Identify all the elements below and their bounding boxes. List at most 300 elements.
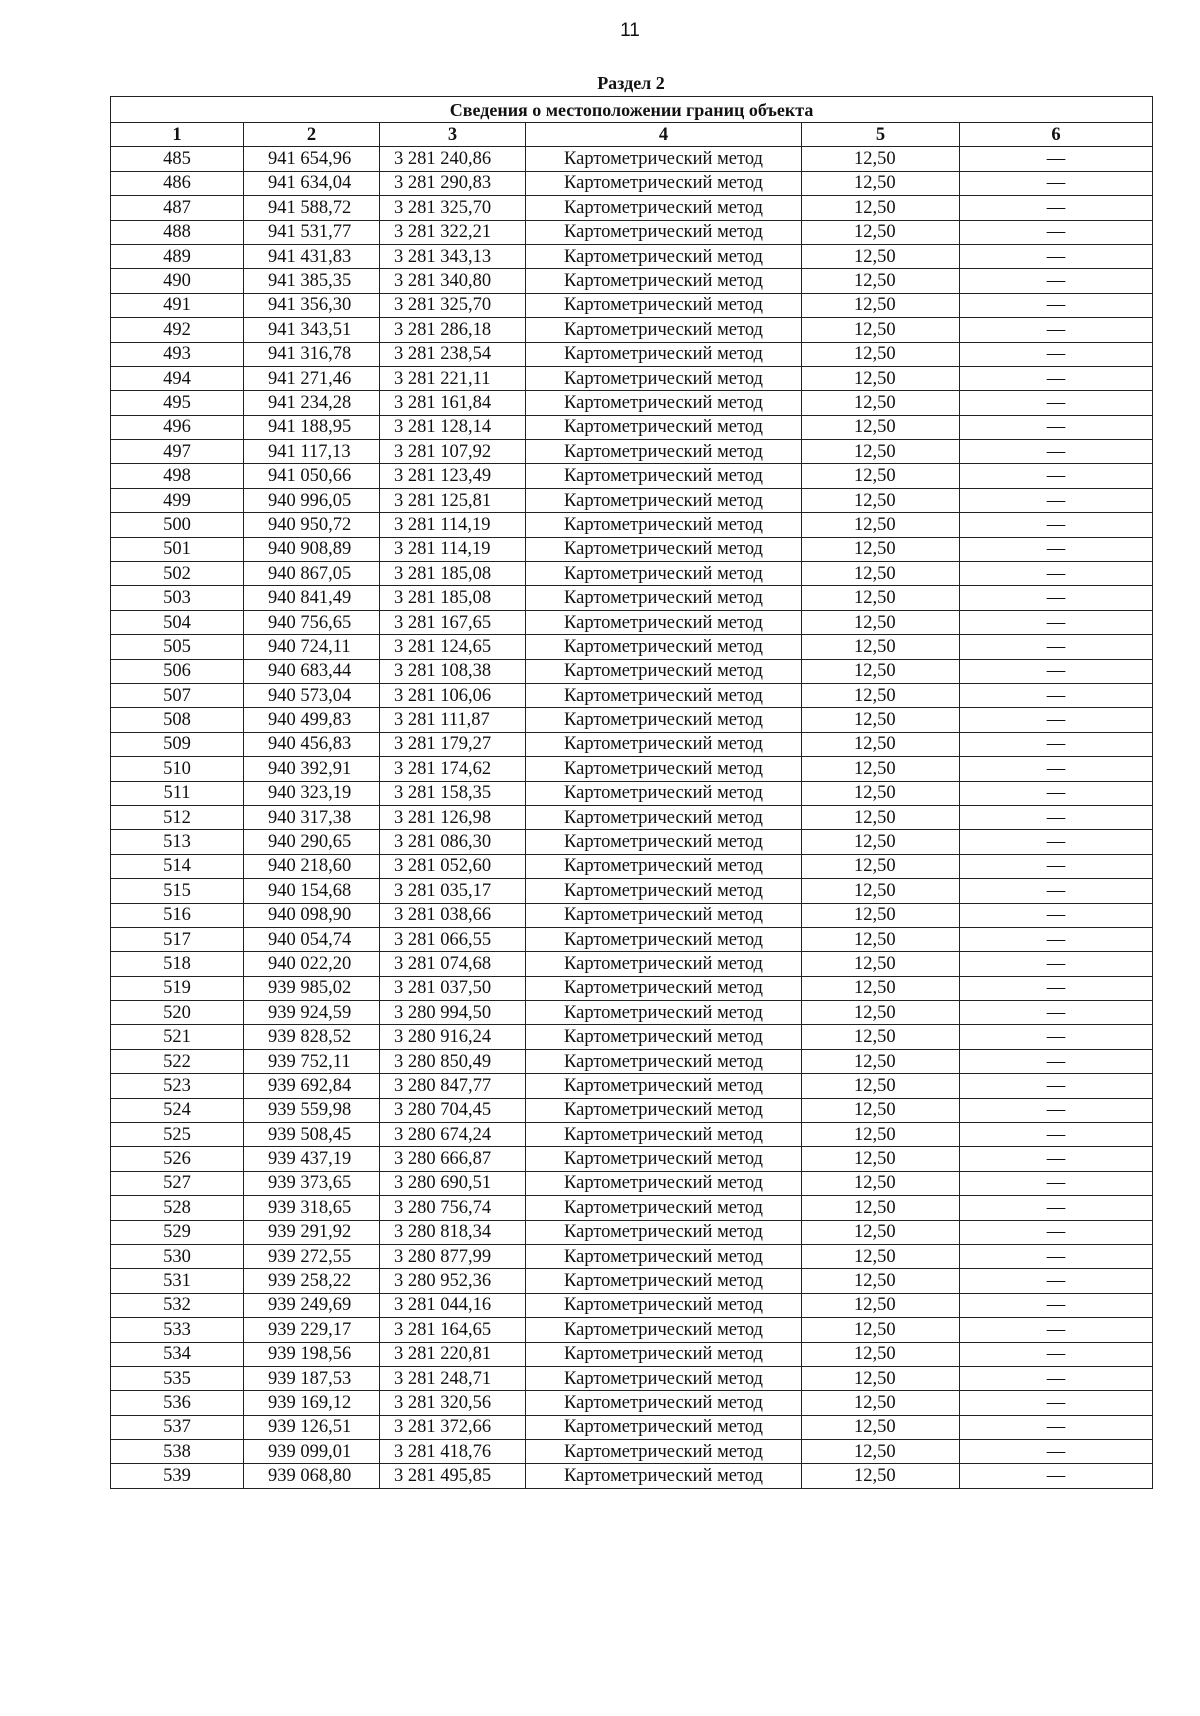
- description-cell: —: [960, 562, 1153, 586]
- x-coordinate-cell: 939 752,11: [244, 1049, 380, 1073]
- y-coordinate-cell: 3 280 690,51: [380, 1171, 526, 1195]
- description-cell: —: [960, 318, 1153, 342]
- accuracy-cell: 12,50: [802, 366, 960, 390]
- accuracy-cell: 12,50: [802, 1318, 960, 1342]
- table-row: [111, 1171, 1153, 1195]
- table-row: [111, 879, 1153, 903]
- point-number-cell: 519: [111, 976, 244, 1000]
- point-number-cell: 516: [111, 903, 244, 927]
- x-coordinate-cell: 940 573,04: [244, 683, 380, 707]
- accuracy-cell: 12,50: [802, 1196, 960, 1220]
- accuracy-cell: 12,50: [802, 635, 960, 659]
- method-cell: Картометрический метод: [526, 342, 802, 366]
- table-row: [111, 366, 1153, 390]
- point-number-cell: 533: [111, 1318, 244, 1342]
- description-cell: —: [960, 269, 1153, 293]
- point-number-cell: 523: [111, 1074, 244, 1098]
- y-coordinate-cell: 3 281 322,21: [380, 220, 526, 244]
- accuracy-cell: 12,50: [802, 1440, 960, 1464]
- x-coordinate-cell: 940 218,60: [244, 854, 380, 878]
- point-number-cell: 505: [111, 635, 244, 659]
- x-coordinate-cell: 939 249,69: [244, 1293, 380, 1317]
- table-row: [111, 1391, 1153, 1415]
- accuracy-cell: 12,50: [802, 1293, 960, 1317]
- point-number-cell: 487: [111, 196, 244, 220]
- table-row: [111, 293, 1153, 317]
- point-number-cell: 520: [111, 1001, 244, 1025]
- point-number-cell: 528: [111, 1196, 244, 1220]
- accuracy-cell: 12,50: [802, 562, 960, 586]
- accuracy-cell: 12,50: [802, 903, 960, 927]
- table-row: [111, 952, 1153, 976]
- table-row: [111, 708, 1153, 732]
- y-coordinate-cell: 3 281 174,62: [380, 757, 526, 781]
- y-coordinate-cell: 3 280 850,49: [380, 1049, 526, 1073]
- table-row: [111, 1342, 1153, 1366]
- point-number-cell: 497: [111, 440, 244, 464]
- accuracy-cell: 12,50: [802, 171, 960, 195]
- method-cell: Картометрический метод: [526, 1074, 802, 1098]
- y-coordinate-cell: 3 281 066,55: [380, 927, 526, 951]
- point-number-cell: 503: [111, 586, 244, 610]
- description-cell: —: [960, 1171, 1153, 1195]
- x-coordinate-cell: 941 050,66: [244, 464, 380, 488]
- x-coordinate-cell: 940 683,44: [244, 659, 380, 683]
- point-number-cell: 538: [111, 1440, 244, 1464]
- table-row: [111, 1220, 1153, 1244]
- method-cell: Картометрический метод: [526, 537, 802, 561]
- description-cell: —: [960, 732, 1153, 756]
- y-coordinate-cell: 3 281 126,98: [380, 805, 526, 829]
- x-coordinate-cell: 939 272,55: [244, 1244, 380, 1268]
- x-coordinate-cell: 939 985,02: [244, 976, 380, 1000]
- point-number-cell: 485: [111, 147, 244, 171]
- x-coordinate-cell: 939 924,59: [244, 1001, 380, 1025]
- description-cell: —: [960, 366, 1153, 390]
- section-title: Раздел 2: [597, 73, 665, 93]
- method-cell: Картометрический метод: [526, 732, 802, 756]
- x-coordinate-cell: 939 187,53: [244, 1366, 380, 1390]
- x-coordinate-cell: 939 198,56: [244, 1342, 380, 1366]
- description-cell: —: [960, 1391, 1153, 1415]
- method-cell: Картометрический метод: [526, 952, 802, 976]
- accuracy-cell: 12,50: [802, 927, 960, 951]
- accuracy-cell: 12,50: [802, 318, 960, 342]
- accuracy-cell: 12,50: [802, 879, 960, 903]
- accuracy-cell: 12,50: [802, 196, 960, 220]
- accuracy-cell: 12,50: [802, 1049, 960, 1073]
- point-number-cell: 525: [111, 1123, 244, 1147]
- accuracy-cell: 12,50: [802, 440, 960, 464]
- point-number-cell: 527: [111, 1171, 244, 1195]
- point-number-cell: 532: [111, 1293, 244, 1317]
- x-coordinate-cell: 941 188,95: [244, 415, 380, 439]
- accuracy-cell: 12,50: [802, 1025, 960, 1049]
- accuracy-cell: 12,50: [802, 1342, 960, 1366]
- method-cell: Картометрический метод: [526, 805, 802, 829]
- method-cell: Картометрический метод: [526, 464, 802, 488]
- column-header-2: 2: [244, 123, 380, 147]
- table-body: [111, 147, 1153, 1488]
- description-cell: —: [960, 1147, 1153, 1171]
- table-row: [111, 805, 1153, 829]
- accuracy-cell: 12,50: [802, 610, 960, 634]
- point-number-cell: 517: [111, 927, 244, 951]
- x-coordinate-cell: 941 431,83: [244, 244, 380, 268]
- x-coordinate-cell: 940 867,05: [244, 562, 380, 586]
- accuracy-cell: 12,50: [802, 1244, 960, 1268]
- description-cell: —: [960, 781, 1153, 805]
- point-number-cell: 510: [111, 757, 244, 781]
- description-cell: —: [960, 415, 1153, 439]
- accuracy-cell: 12,50: [802, 683, 960, 707]
- description-cell: —: [960, 586, 1153, 610]
- x-coordinate-cell: 940 022,20: [244, 952, 380, 976]
- accuracy-cell: 12,50: [802, 147, 960, 171]
- method-cell: Картометрический метод: [526, 781, 802, 805]
- description-cell: —: [960, 488, 1153, 512]
- accuracy-cell: 12,50: [802, 1366, 960, 1390]
- y-coordinate-cell: 3 281 221,11: [380, 366, 526, 390]
- accuracy-cell: 12,50: [802, 464, 960, 488]
- description-cell: —: [960, 610, 1153, 634]
- description-cell: —: [960, 293, 1153, 317]
- accuracy-cell: 12,50: [802, 513, 960, 537]
- x-coordinate-cell: 939 229,17: [244, 1318, 380, 1342]
- x-coordinate-cell: 939 068,80: [244, 1464, 380, 1488]
- y-coordinate-cell: 3 281 123,49: [380, 464, 526, 488]
- caption-row: [111, 97, 1153, 123]
- table-row: [111, 757, 1153, 781]
- description-cell: —: [960, 708, 1153, 732]
- accuracy-cell: 12,50: [802, 1147, 960, 1171]
- method-cell: Картометрический метод: [526, 903, 802, 927]
- accuracy-cell: 12,50: [802, 1123, 960, 1147]
- x-coordinate-cell: 939 437,19: [244, 1147, 380, 1171]
- x-coordinate-cell: 941 117,13: [244, 440, 380, 464]
- method-cell: Картометрический метод: [526, 269, 802, 293]
- point-number-cell: 508: [111, 708, 244, 732]
- table-row: [111, 683, 1153, 707]
- description-cell: —: [960, 391, 1153, 415]
- accuracy-cell: 12,50: [802, 1391, 960, 1415]
- point-number-cell: 496: [111, 415, 244, 439]
- accuracy-cell: 12,50: [802, 1074, 960, 1098]
- point-number-cell: 518: [111, 952, 244, 976]
- column-header-5: 5: [802, 123, 960, 147]
- point-number-cell: 494: [111, 366, 244, 390]
- accuracy-cell: 12,50: [802, 830, 960, 854]
- y-coordinate-cell: 3 281 128,14: [380, 415, 526, 439]
- point-number-cell: 537: [111, 1415, 244, 1439]
- description-cell: —: [960, 830, 1153, 854]
- description-cell: —: [960, 879, 1153, 903]
- method-cell: Картометрический метод: [526, 1415, 802, 1439]
- x-coordinate-cell: 940 756,65: [244, 610, 380, 634]
- point-number-cell: 515: [111, 879, 244, 903]
- x-coordinate-cell: 941 356,30: [244, 293, 380, 317]
- x-coordinate-cell: 941 531,77: [244, 220, 380, 244]
- description-cell: —: [960, 976, 1153, 1000]
- method-cell: Картометрический метод: [526, 708, 802, 732]
- point-number-cell: 534: [111, 1342, 244, 1366]
- description-cell: —: [960, 805, 1153, 829]
- method-cell: Картометрический метод: [526, 293, 802, 317]
- accuracy-cell: 12,50: [802, 854, 960, 878]
- point-number-cell: 531: [111, 1269, 244, 1293]
- y-coordinate-cell: 3 281 125,81: [380, 488, 526, 512]
- method-cell: Картометрический метод: [526, 196, 802, 220]
- accuracy-cell: 12,50: [802, 1001, 960, 1025]
- method-cell: Картометрический метод: [526, 1342, 802, 1366]
- method-cell: Картометрический метод: [526, 610, 802, 634]
- accuracy-cell: 12,50: [802, 732, 960, 756]
- table-row: [111, 1123, 1153, 1147]
- table-row: [111, 1415, 1153, 1439]
- description-cell: —: [960, 171, 1153, 195]
- y-coordinate-cell: 3 280 952,36: [380, 1269, 526, 1293]
- point-number-cell: 495: [111, 391, 244, 415]
- accuracy-cell: 12,50: [802, 220, 960, 244]
- accuracy-cell: 12,50: [802, 1269, 960, 1293]
- description-cell: —: [960, 1415, 1153, 1439]
- point-number-cell: 509: [111, 732, 244, 756]
- accuracy-cell: 12,50: [802, 342, 960, 366]
- y-coordinate-cell: 3 281 052,60: [380, 854, 526, 878]
- description-cell: —: [960, 1440, 1153, 1464]
- description-cell: —: [960, 1074, 1153, 1098]
- y-coordinate-cell: 3 281 037,50: [380, 976, 526, 1000]
- method-cell: Картометрический метод: [526, 440, 802, 464]
- method-cell: Картометрический метод: [526, 366, 802, 390]
- method-cell: Картометрический метод: [526, 683, 802, 707]
- description-cell: —: [960, 1318, 1153, 1342]
- description-cell: —: [960, 903, 1153, 927]
- x-coordinate-cell: 939 373,65: [244, 1171, 380, 1195]
- x-coordinate-cell: 941 234,28: [244, 391, 380, 415]
- method-cell: Картометрический метод: [526, 488, 802, 512]
- point-number-cell: 506: [111, 659, 244, 683]
- column-header-row: [111, 123, 1153, 147]
- column-header-3: 3: [380, 123, 526, 147]
- point-number-cell: 513: [111, 830, 244, 854]
- point-number-cell: 501: [111, 537, 244, 561]
- boundary-coordinates-table: [110, 96, 1153, 1489]
- y-coordinate-cell: 3 281 238,54: [380, 342, 526, 366]
- y-coordinate-cell: 3 281 179,27: [380, 732, 526, 756]
- y-coordinate-cell: 3 281 161,84: [380, 391, 526, 415]
- method-cell: Картометрический метод: [526, 1440, 802, 1464]
- table-row: [111, 927, 1153, 951]
- accuracy-cell: 12,50: [802, 488, 960, 512]
- description-cell: —: [960, 440, 1153, 464]
- table-row: [111, 391, 1153, 415]
- x-coordinate-cell: 941 385,35: [244, 269, 380, 293]
- table-row: [111, 1196, 1153, 1220]
- y-coordinate-cell: 3 281 108,38: [380, 659, 526, 683]
- method-cell: Картометрический метод: [526, 1391, 802, 1415]
- method-cell: Картометрический метод: [526, 1001, 802, 1025]
- table-row: [111, 732, 1153, 756]
- method-cell: Картометрический метод: [526, 1269, 802, 1293]
- y-coordinate-cell: 3 281 418,76: [380, 1440, 526, 1464]
- description-cell: —: [960, 1244, 1153, 1268]
- y-coordinate-cell: 3 280 674,24: [380, 1123, 526, 1147]
- point-number-cell: 498: [111, 464, 244, 488]
- accuracy-cell: 12,50: [802, 708, 960, 732]
- description-cell: —: [960, 854, 1153, 878]
- table-row: [111, 244, 1153, 268]
- accuracy-cell: 12,50: [802, 1415, 960, 1439]
- method-cell: Картометрический метод: [526, 659, 802, 683]
- method-cell: Картометрический метод: [526, 1318, 802, 1342]
- point-number-cell: 500: [111, 513, 244, 537]
- y-coordinate-cell: 3 281 325,70: [380, 196, 526, 220]
- method-cell: Картометрический метод: [526, 879, 802, 903]
- point-number-cell: 511: [111, 781, 244, 805]
- x-coordinate-cell: 940 323,19: [244, 781, 380, 805]
- table-row: [111, 1269, 1153, 1293]
- description-cell: —: [960, 1464, 1153, 1488]
- point-number-cell: 491: [111, 293, 244, 317]
- y-coordinate-cell: 3 281 164,65: [380, 1318, 526, 1342]
- y-coordinate-cell: 3 281 124,65: [380, 635, 526, 659]
- point-number-cell: 507: [111, 683, 244, 707]
- point-number-cell: 492: [111, 318, 244, 342]
- description-cell: —: [960, 147, 1153, 171]
- method-cell: Картометрический метод: [526, 1171, 802, 1195]
- table-caption: Сведения о местоположении границ объекта: [111, 97, 1153, 123]
- y-coordinate-cell: 3 281 074,68: [380, 952, 526, 976]
- method-cell: Картометрический метод: [526, 562, 802, 586]
- description-cell: —: [960, 1342, 1153, 1366]
- method-cell: Картометрический метод: [526, 1147, 802, 1171]
- table-row: [111, 830, 1153, 854]
- table-row: [111, 513, 1153, 537]
- y-coordinate-cell: 3 281 185,08: [380, 562, 526, 586]
- y-coordinate-cell: 3 281 290,83: [380, 171, 526, 195]
- point-number-cell: 488: [111, 220, 244, 244]
- y-coordinate-cell: 3 281 158,35: [380, 781, 526, 805]
- table-row: [111, 440, 1153, 464]
- method-cell: Картометрический метод: [526, 171, 802, 195]
- y-coordinate-cell: 3 281 185,08: [380, 586, 526, 610]
- accuracy-cell: 12,50: [802, 1464, 960, 1488]
- table-row: [111, 976, 1153, 1000]
- method-cell: Картометрический метод: [526, 244, 802, 268]
- x-coordinate-cell: 941 654,96: [244, 147, 380, 171]
- y-coordinate-cell: 3 281 220,81: [380, 1342, 526, 1366]
- y-coordinate-cell: 3 280 704,45: [380, 1098, 526, 1122]
- y-coordinate-cell: 3 281 086,30: [380, 830, 526, 854]
- y-coordinate-cell: 3 281 038,66: [380, 903, 526, 927]
- x-coordinate-cell: 940 054,74: [244, 927, 380, 951]
- table-row: [111, 171, 1153, 195]
- method-cell: Картометрический метод: [526, 220, 802, 244]
- point-number-cell: 493: [111, 342, 244, 366]
- x-coordinate-cell: 939 169,12: [244, 1391, 380, 1415]
- method-cell: Картометрический метод: [526, 1464, 802, 1488]
- table-row: [111, 1440, 1153, 1464]
- description-cell: —: [960, 683, 1153, 707]
- description-cell: —: [960, 659, 1153, 683]
- table-row: [111, 464, 1153, 488]
- method-cell: Картометрический метод: [526, 513, 802, 537]
- table-row: [111, 537, 1153, 561]
- table-row: [111, 659, 1153, 683]
- y-coordinate-cell: 3 281 340,80: [380, 269, 526, 293]
- description-cell: —: [960, 952, 1153, 976]
- method-cell: Картометрический метод: [526, 635, 802, 659]
- accuracy-cell: 12,50: [802, 1171, 960, 1195]
- table-row: [111, 1147, 1153, 1171]
- table-row: [111, 1318, 1153, 1342]
- method-cell: Картометрический метод: [526, 318, 802, 342]
- point-number-cell: 514: [111, 854, 244, 878]
- description-cell: —: [960, 1196, 1153, 1220]
- method-cell: Картометрический метод: [526, 1244, 802, 1268]
- method-cell: Картометрический метод: [526, 586, 802, 610]
- y-coordinate-cell: 3 281 325,70: [380, 293, 526, 317]
- y-coordinate-cell: 3 281 248,71: [380, 1366, 526, 1390]
- point-number-cell: 490: [111, 269, 244, 293]
- x-coordinate-cell: 940 841,49: [244, 586, 380, 610]
- description-cell: —: [960, 537, 1153, 561]
- y-coordinate-cell: 3 280 916,24: [380, 1025, 526, 1049]
- table-row: [111, 562, 1153, 586]
- description-cell: —: [960, 1123, 1153, 1147]
- x-coordinate-cell: 939 258,22: [244, 1269, 380, 1293]
- table-row: [111, 342, 1153, 366]
- description-cell: —: [960, 1293, 1153, 1317]
- description-cell: —: [960, 1220, 1153, 1244]
- accuracy-cell: 12,50: [802, 805, 960, 829]
- point-number-cell: 530: [111, 1244, 244, 1268]
- method-cell: Картометрический метод: [526, 1025, 802, 1049]
- y-coordinate-cell: 3 281 114,19: [380, 513, 526, 537]
- table-row: [111, 147, 1153, 171]
- table-row: [111, 1366, 1153, 1390]
- accuracy-cell: 12,50: [802, 952, 960, 976]
- table-row: [111, 586, 1153, 610]
- table-row: [111, 196, 1153, 220]
- x-coordinate-cell: 940 724,11: [244, 635, 380, 659]
- x-coordinate-cell: 940 908,89: [244, 537, 380, 561]
- table-row: [111, 220, 1153, 244]
- y-coordinate-cell: 3 281 167,65: [380, 610, 526, 634]
- y-coordinate-cell: 3 281 111,87: [380, 708, 526, 732]
- x-coordinate-cell: 940 456,83: [244, 732, 380, 756]
- table-row: [111, 1001, 1153, 1025]
- description-cell: —: [960, 1269, 1153, 1293]
- accuracy-cell: 12,50: [802, 244, 960, 268]
- y-coordinate-cell: 3 281 240,86: [380, 147, 526, 171]
- table-row: [111, 1244, 1153, 1268]
- x-coordinate-cell: 941 588,72: [244, 196, 380, 220]
- method-cell: Картометрический метод: [526, 1220, 802, 1244]
- table-row: [111, 781, 1153, 805]
- accuracy-cell: 12,50: [802, 293, 960, 317]
- x-coordinate-cell: 941 343,51: [244, 318, 380, 342]
- x-coordinate-cell: 940 154,68: [244, 879, 380, 903]
- y-coordinate-cell: 3 280 666,87: [380, 1147, 526, 1171]
- table-head: [111, 97, 1153, 147]
- x-coordinate-cell: 940 290,65: [244, 830, 380, 854]
- y-coordinate-cell: 3 281 495,85: [380, 1464, 526, 1488]
- accuracy-cell: 12,50: [802, 976, 960, 1000]
- y-coordinate-cell: 3 281 106,06: [380, 683, 526, 707]
- x-coordinate-cell: 939 559,98: [244, 1098, 380, 1122]
